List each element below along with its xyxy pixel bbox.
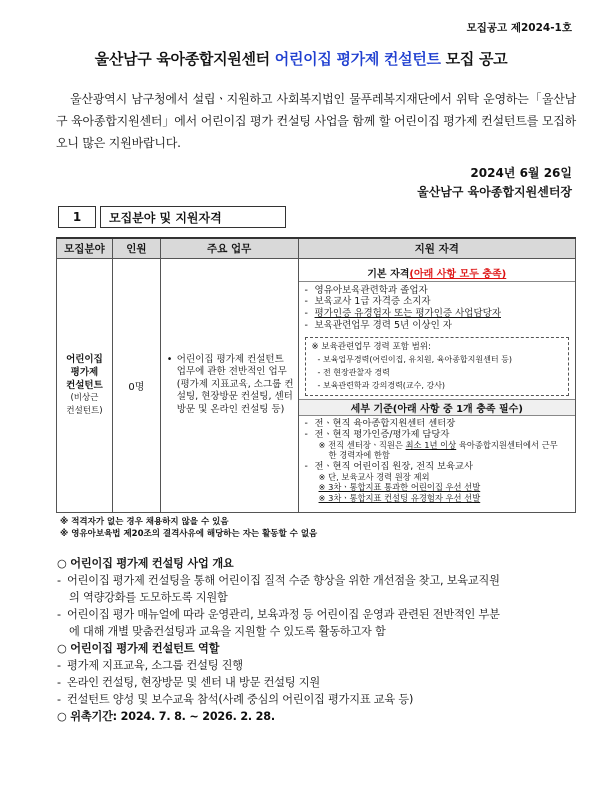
title-suffix: 모집 공고 — [440, 50, 508, 68]
detail-note: ※ 단, 보육교사 경력 원장 제외 — [318, 471, 430, 482]
item-text: 영유아보육관련학과 졸업자 — [314, 284, 428, 296]
item-text: 컨설턴트 양성 및 보수교육 참석(사례 중심의 어린이집 평가지표 교육 등) — [67, 693, 414, 706]
item-text: 전ㆍ현직 어린이집 원장, 전직 보육교사 — [314, 460, 474, 472]
basic-qualification-heading — [299, 265, 575, 282]
item-text: 평가인증 유경험자 또는 평가인증 사업담당자 — [314, 308, 501, 320]
note-text: 육아종합지원센터에서 근무 — [456, 439, 558, 450]
count-cell: 0명 — [112, 258, 160, 512]
scope-title: ※ 보육관련업무 경력 포함 범위: — [311, 341, 431, 352]
dash: - — [57, 693, 61, 706]
field-cell — [57, 258, 113, 512]
duty-cell — [160, 258, 298, 512]
header-qualification: 지원 자격 — [298, 238, 575, 258]
item-text: 보육관련업무 경력 5년 이상인 자 — [314, 320, 452, 332]
basic-title: 기본 자격 — [367, 269, 410, 281]
item-text: 평가제 지표교육, 소그룹 컨설팅 진행 — [67, 659, 243, 672]
duty-line: 방문 및 온라인 컨설팅 등) — [176, 403, 285, 415]
list-item — [305, 418, 569, 429]
dash: - — [304, 320, 308, 332]
page-title — [0, 48, 602, 69]
qualification-cell — [298, 258, 575, 512]
list-item — [57, 691, 577, 708]
header-count: 인원 — [112, 238, 160, 258]
item-text: 온라인 컨설팅, 현장방문 및 센터 내 방문 컨설팅 지원 — [67, 676, 320, 689]
section-number: 1 — [58, 206, 96, 228]
field-line: 평가제 — [70, 366, 99, 378]
scope-item: - 전 현장관찰자 경력 — [317, 367, 390, 377]
header-duty: 주요 업무 — [160, 238, 298, 258]
detail-note: 한 경력자에 한함 — [328, 450, 390, 461]
title-prefix: 울산남구 육아종합지원센터 — [94, 50, 275, 68]
field-line: 컨설턴트 — [66, 379, 103, 391]
recruit-table — [56, 237, 576, 513]
field-sub: (비상근 — [70, 392, 99, 403]
intro-paragraph: 울산광역시 남구청에서 설립ㆍ지원하고 사회복지법인 물푸레복지재단에서 위탁 운영하는「울산남구 육아종합지원센터」에서 어린이집 평가 컨설팅 사업을 함께 할 어린이집 평가제 컨설턴트를 모집하오니 많은 지원바랍니다. — [56, 92, 576, 150]
scope-item: - 보육업무경력(어린이집, 유치원, 육아종합지원센터 등) — [317, 354, 512, 364]
dash: - — [304, 296, 308, 308]
notice-date: 2024년 6월 26일 — [470, 166, 572, 180]
note-underline: 최소 1년 이상 — [405, 439, 457, 450]
list-item — [57, 674, 577, 691]
dash: - — [304, 284, 308, 296]
overview-heading: ○ 어린이집 평가제 컨설팅 사업 개요 — [57, 557, 234, 570]
section-heading: 모집분야 및 지원자격 — [100, 206, 286, 228]
item-text: 어린이집 평가제 컨설팅을 통해 어린이집 질적 수준 향상을 위한 개선점을 찾고, 보육교직원 — [67, 574, 500, 587]
title-accent: 어린이집 평가제 컨설턴트 — [274, 50, 441, 68]
dash: - — [57, 574, 61, 587]
footnote: ※ 영유아보육법 제20조의 결격사유에 해당하는 자는 활동할 수 없음 — [60, 528, 318, 539]
basic-list — [299, 282, 575, 334]
period: ○ 위촉기간: 2024. 7. 8. ~ 2026. 2. 28. — [57, 710, 275, 723]
dash: - — [304, 460, 308, 472]
list-item — [305, 461, 569, 472]
item-text: 어린이집 평가 매뉴얼에 따라 운영관리, 보육과정 등 어린이집 운영과 관련된 전반적인 부분 — [67, 608, 500, 621]
body-section — [57, 555, 577, 725]
dash: - — [304, 417, 308, 429]
detail-note: ※ 3차ㆍ통합지표 통과한 어린이집 우선 선발 — [318, 482, 481, 493]
list-item — [305, 320, 569, 332]
field-sub: 컨설턴트) — [66, 405, 103, 416]
dash: - — [57, 608, 61, 621]
item-text: 전ㆍ현직 평가인증/평가제 담당자 — [314, 428, 450, 440]
list-item — [305, 296, 569, 308]
footnotes — [60, 517, 317, 540]
list-item-cont: 에 대해 개별 맞춤컨설팅과 교육을 지원할 수 있도록 활동하고자 함 — [69, 625, 386, 638]
duty-line: 업무에 관한 전반적인 업무 — [176, 366, 287, 378]
list-item — [305, 308, 569, 320]
note-text: ※ 전직 센터장ㆍ직원은 — [318, 439, 406, 450]
basic-title-red: (아래 사항 모두 충족) — [409, 269, 507, 281]
list-item — [57, 606, 577, 623]
footnote: ※ 적격자가 없는 경우 채용하지 않을 수 있음 — [60, 517, 229, 527]
notice-number: 모집공고 제2024-1호 — [466, 22, 572, 34]
field-line: 어린이집 — [66, 353, 103, 365]
dash: - — [304, 428, 308, 440]
scope-item: - 보육관련학과 강의경력(교수, 강사) — [317, 380, 446, 390]
career-scope-box — [305, 337, 569, 396]
dash: - — [304, 308, 308, 320]
signer: 울산남구 육아종합지원센터장 — [417, 185, 572, 199]
header-field: 모집분야 — [57, 238, 113, 258]
list-item — [57, 572, 577, 589]
detail-criteria-heading: 세부 기준(아래 사항 중 1개 충족 필수) — [299, 399, 575, 416]
dash: - — [57, 659, 61, 672]
detail-note: ※ 3차ㆍ통합지표 컨설팅 유경험자 우선 선발 — [318, 492, 481, 503]
detail-list — [299, 416, 575, 506]
duty-line: 어린이집 평가제 컨설턴트 — [176, 353, 284, 365]
list-item-cont: 의 역량강화를 도모하도록 지원함 — [69, 591, 228, 604]
dash: - — [57, 676, 61, 689]
item-text: 보육교사 1급 자격증 소지자 — [314, 296, 431, 308]
list-item — [305, 285, 569, 297]
bullet: • — [166, 353, 173, 365]
table-header-row — [57, 238, 576, 258]
duty-line: 설팅, 현장방문 컨설팅, 센터 — [176, 391, 293, 403]
list-item — [57, 657, 577, 674]
detail-note — [305, 440, 569, 451]
list-item — [305, 429, 569, 440]
duty-line: (평가제 지표교육, 소그룹 컨 — [176, 378, 294, 390]
table-row — [57, 258, 576, 512]
item-text: 전ㆍ현직 육아종합지원센터 센터장 — [314, 417, 456, 429]
role-heading: ○ 어린이집 평가제 컨설턴트 역할 — [57, 642, 220, 655]
